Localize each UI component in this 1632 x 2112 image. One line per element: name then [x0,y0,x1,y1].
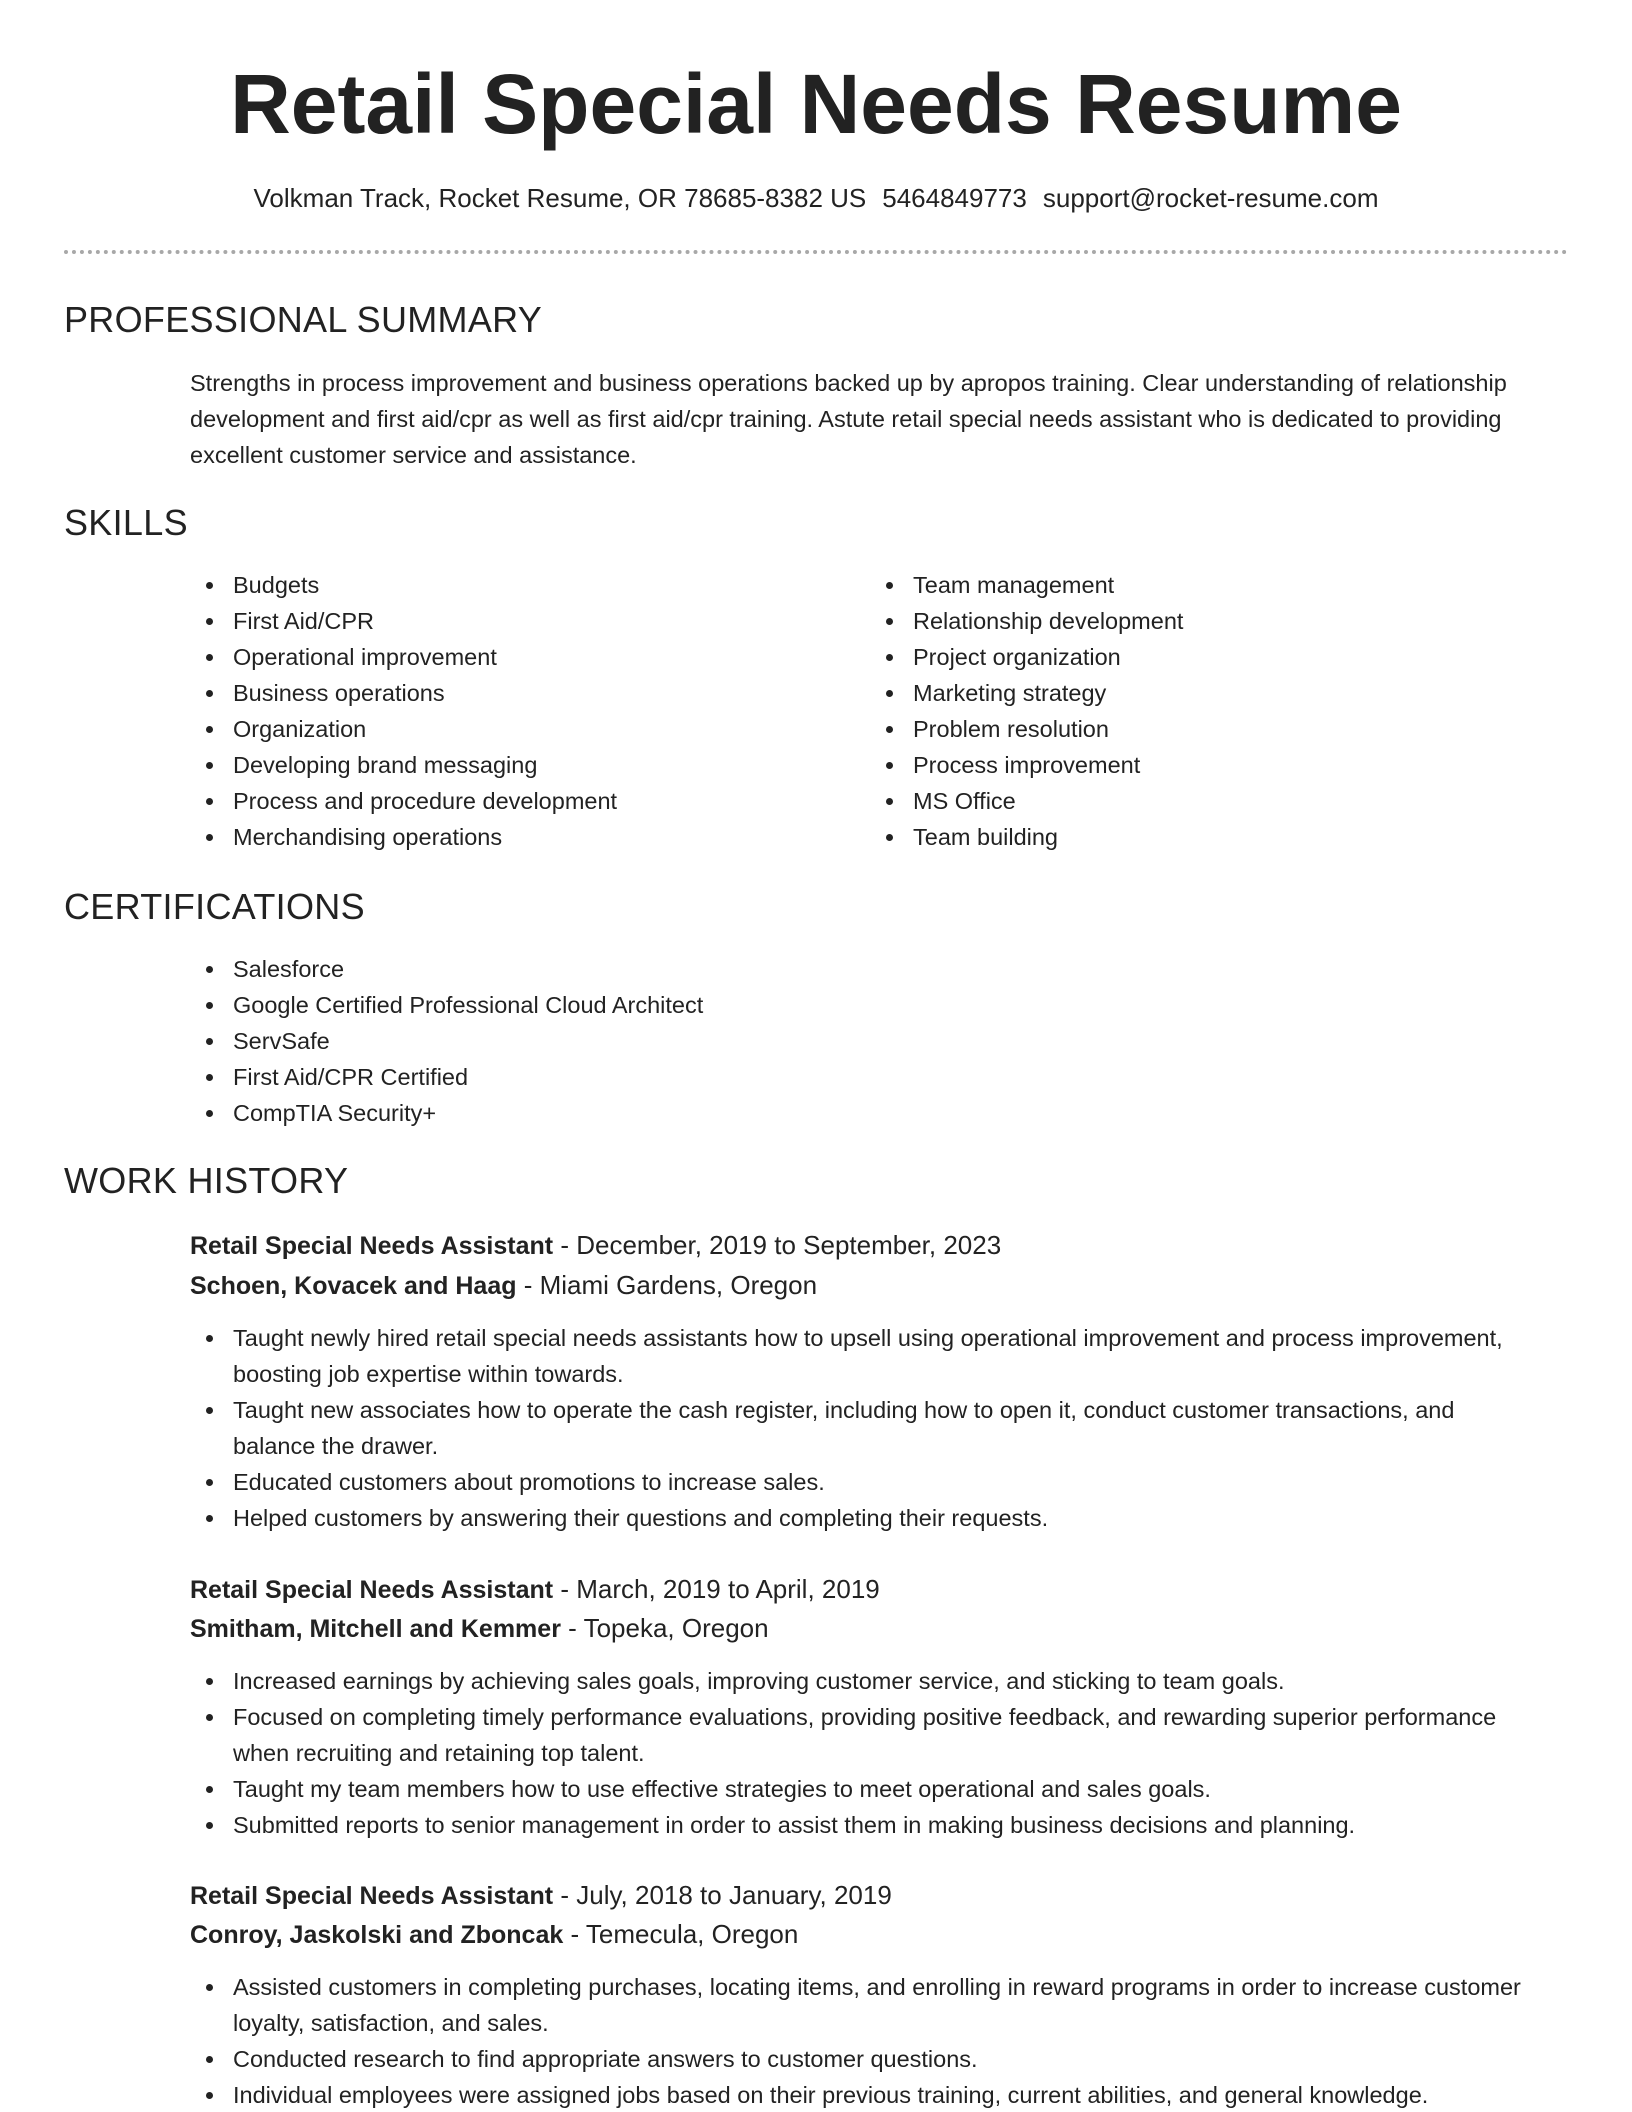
work-history-heading: WORK HISTORY [64,1160,349,1201]
job-bullet: Taught my team members how to use effective strategies to meet operational and sales goals. [190,1771,1540,1807]
job-company: Conroy, Jaskolski and Zboncak [190,1921,564,1949]
certifications-list [190,951,1540,1131]
skills-list-left [190,567,850,855]
job-dates: - December, 2019 to September, 2023 [553,1230,1002,1260]
job-location: - Miami Gardens, Oregon [516,1270,818,1300]
job-company-line [190,1266,1540,1305]
certifications-heading: CERTIFICATIONS [64,886,365,927]
skill-item: Business operations [190,675,850,711]
skill-item: Operational improvement [190,639,850,675]
resume-title: Retail Special Needs Resume [230,57,1402,151]
job-bullet: Helped customers by answering their questions and completing their requests. [190,1500,1540,1536]
job-company-line [190,1915,1540,1954]
skill-item: Developing brand messaging [190,747,850,783]
job-bullet: Focused on completing timely performance evaluations, providing positive feedback, and rewarding superior performance when recruiting and retaining top talent. [190,1699,1540,1771]
contact-email: support@rocket-resume.com [1042,183,1379,213]
job-role: Retail Special Needs Assistant [190,1232,554,1260]
skill-item: MS Office [870,783,1530,819]
skill-item: Problem resolution [870,711,1530,747]
job-company: Smitham, Mitchell and Kemmer [190,1615,561,1643]
job-role: Retail Special Needs Assistant [190,1576,554,1604]
skill-item: Team management [870,567,1530,603]
job-bullet: Taught newly hired retail special needs assistants how to upsell using operational improvement and process improvement, boosting job expertise within towards. [190,1320,1540,1392]
job-bullet: Conducted research to find appropriate answers to customer questions. [190,2041,1540,2077]
job-company-line [190,1609,1540,1648]
job-location: - Topeka, Oregon [560,1613,769,1643]
job-dates: - July, 2018 to January, 2019 [553,1880,892,1910]
skills-list-right [870,567,1530,855]
job-bullets [190,1663,1540,1843]
job-title-line [190,1226,1540,1265]
contact-address: Volkman Track, Rocket Resume, OR 78685-8382 US [253,183,867,213]
job-bullet: Submitted reports to senior management in order to assist them in making business decisions and planning. [190,1807,1540,1843]
skill-item: Team building [870,819,1530,855]
skill-item: First Aid/CPR [190,603,850,639]
job-bullet: Assisted customers in completing purchases, locating items, and enrolling in reward programs in order to increase customer loyalty, satisfaction, and sales. [190,1969,1540,2041]
contact-line [0,180,1632,216]
certification-item: Google Certified Professional Cloud Architect [190,987,1540,1023]
job-location: - Temecula, Oregon [563,1919,799,1949]
skill-item: Organization [190,711,850,747]
job-role: Retail Special Needs Assistant [190,1882,554,1910]
job-title-line [190,1570,1540,1609]
job-bullet: Increased earnings by achieving sales goals, improving customer service, and sticking to team goals. [190,1663,1540,1699]
skills-heading: SKILLS [64,502,188,543]
skill-item: Budgets [190,567,850,603]
job-company: Schoen, Kovacek and Haag [190,1272,517,1300]
job-dates: - March, 2019 to April, 2019 [553,1574,880,1604]
skill-item: Marketing strategy [870,675,1530,711]
skill-item: Project organization [870,639,1530,675]
certification-item: Salesforce [190,951,1540,987]
job-bullet: Individual employees were assigned jobs based on their previous training, current abilities, and general knowledge. [190,2077,1540,2112]
skill-item: Relationship development [870,603,1530,639]
contact-phone: 5464849773 [882,183,1027,213]
skill-item: Process improvement [870,747,1530,783]
header-divider [64,250,1568,254]
certification-item: CompTIA Security+ [190,1095,1540,1131]
job-bullets [190,1320,1540,1536]
job-title-line [190,1876,1540,1915]
job-bullet: Educated customers about promotions to increase sales. [190,1464,1540,1500]
certification-item: ServSafe [190,1023,1540,1059]
summary-text: Strengths in process improvement and business operations backed up by apropos training. Clear understanding of relationship development and first aid/cpr as well as first aid/cpr training. Astute retail special needs assistant who is dedicated to providing excellent customer service and assistance. [190,370,1507,468]
summary-heading: PROFESSIONAL SUMMARY [64,299,543,340]
skill-item: Merchandising operations [190,819,850,855]
skill-item: Process and procedure development [190,783,850,819]
certification-item: First Aid/CPR Certified [190,1059,1540,1095]
job-bullet: Taught new associates how to operate the cash register, including how to open it, conduct customer transactions, and balance the drawer. [190,1392,1540,1464]
job-bullets [190,1969,1540,2112]
